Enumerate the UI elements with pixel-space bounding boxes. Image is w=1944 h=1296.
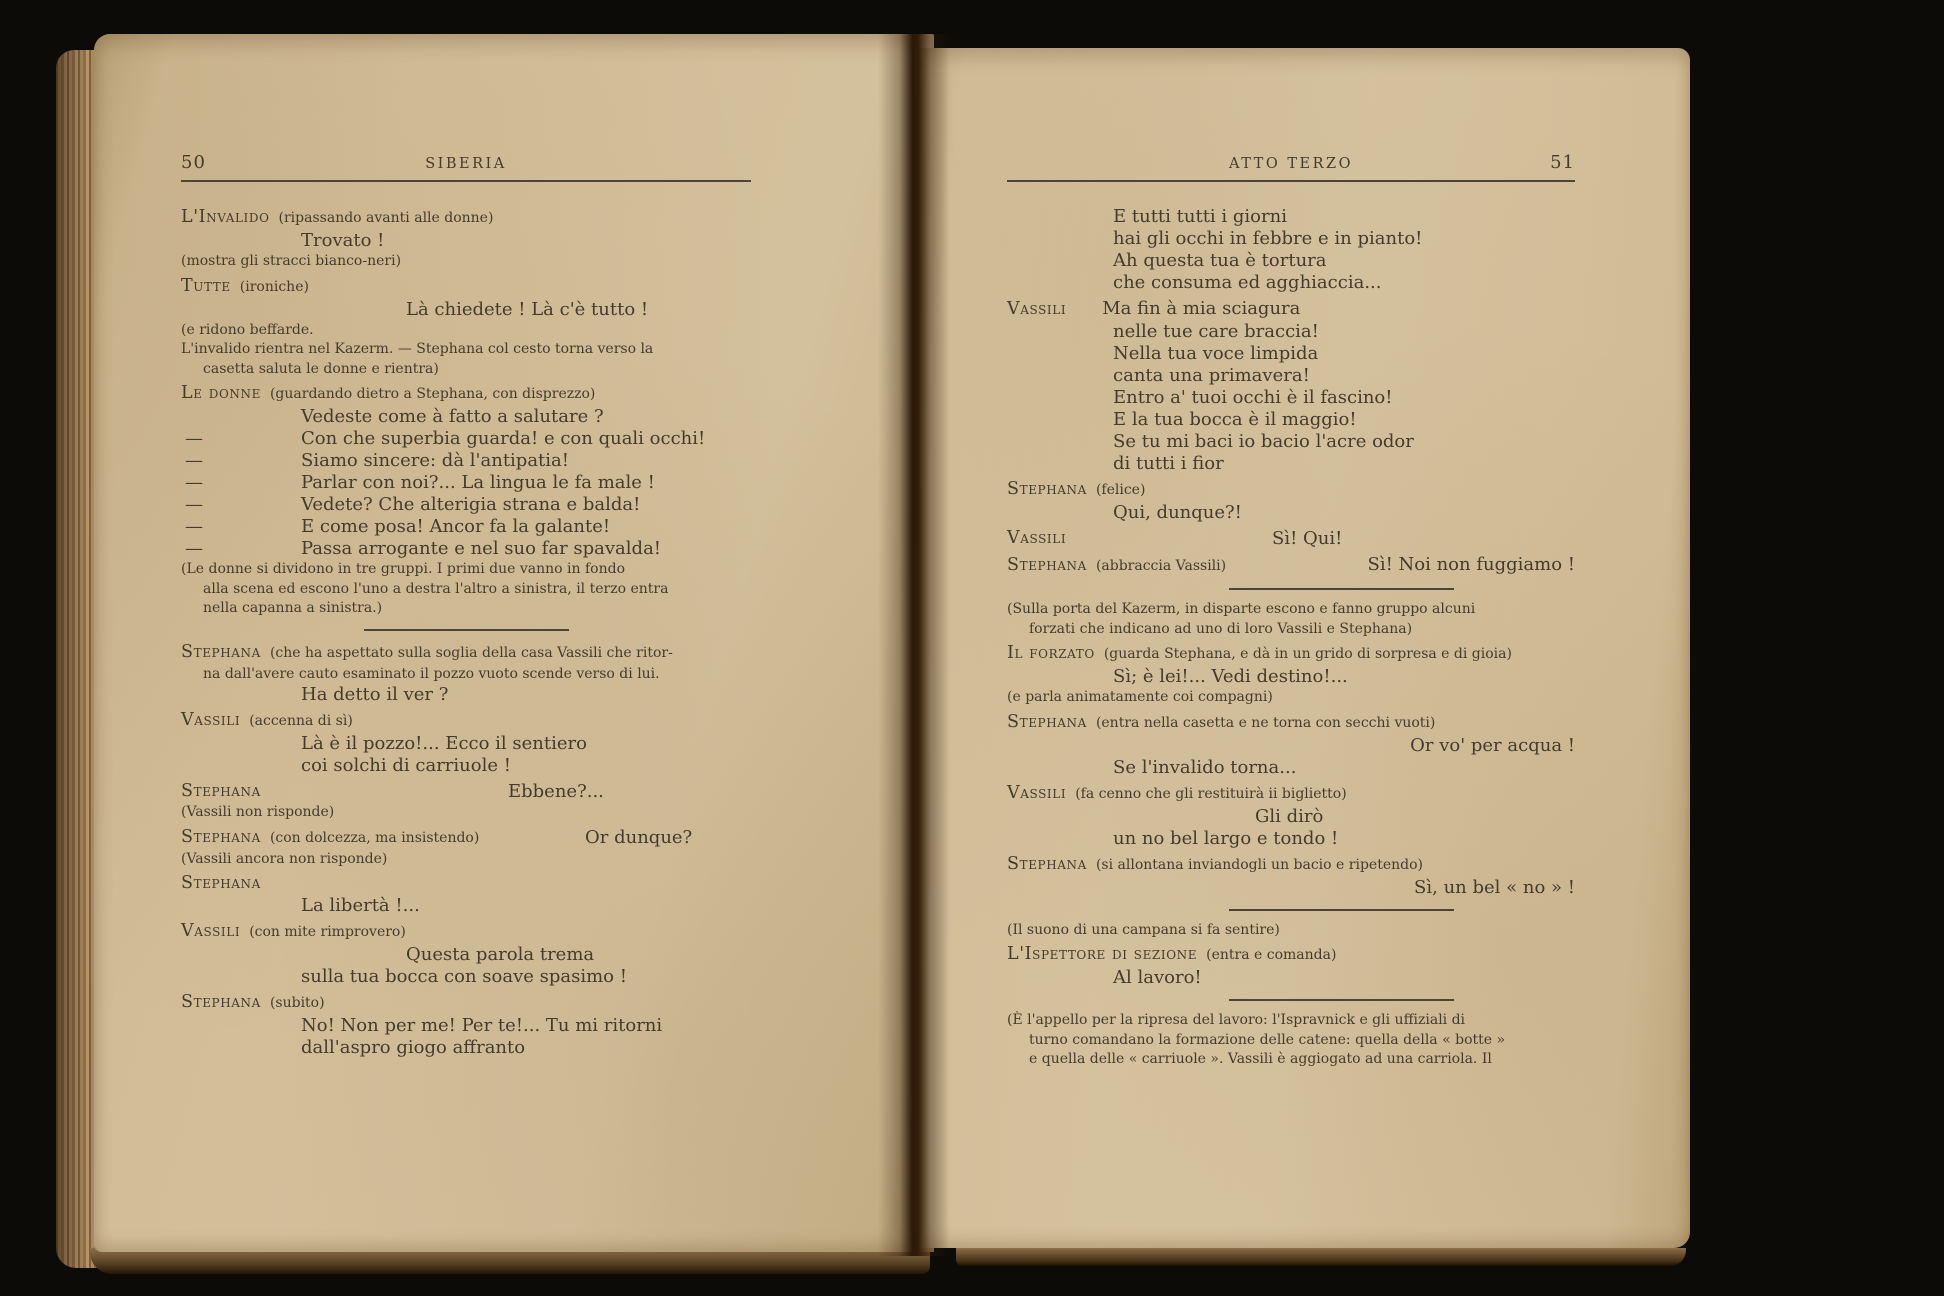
script-line <box>181 991 751 1015</box>
verse-text: Se l'invalido torna... <box>1113 756 1297 778</box>
script-line <box>181 382 751 406</box>
script-line <box>181 872 751 895</box>
script-line <box>1007 967 1575 989</box>
script-line <box>1007 735 1575 757</box>
script-line <box>1007 343 1575 365</box>
speaker-name: Vassili <box>1007 528 1067 548</box>
stage-direction-inline: (che ha aspettato sulla soglia della casa Vassili che ritor- <box>269 644 673 661</box>
speaker-name: L'Invalido <box>181 207 270 227</box>
verse-text: sulla tua bocca con soave spasimo ! <box>301 966 627 987</box>
verse-text: di tutti i fior <box>1113 453 1224 474</box>
speaker-name: Stephana <box>181 781 261 801</box>
speaker-name: Stephana <box>1007 853 1087 874</box>
speaker-name: Stephana <box>1007 711 1087 732</box>
stage-direction: L'invalido rientra nel Kazerm. — Stephana col cesto torna verso la <box>181 341 654 357</box>
script-line <box>1007 453 1575 475</box>
left-page-header <box>181 152 751 182</box>
stage-direction: (e parla animatamente coi compagni) <box>1007 689 1273 705</box>
verse-text: Or vo' per acqua ! <box>1410 734 1575 756</box>
script-line <box>1007 478 1575 502</box>
script-line <box>181 1037 751 1059</box>
stage-direction: nella capanna a sinistra.) <box>203 600 383 616</box>
script-line <box>1007 620 1575 640</box>
script-line <box>1007 828 1575 850</box>
verse-text: Vedeste come à fatto a salutare ? <box>301 406 604 427</box>
stage-direction: alla scena ed escono l'uno a destra l'altro a sinistra, il terzo entra <box>203 580 669 597</box>
section-divider-rule <box>364 629 569 631</box>
script-line <box>181 472 751 494</box>
script-line <box>1007 297 1575 321</box>
script-line <box>1007 757 1575 779</box>
verse-text: Gli dirò <box>1255 805 1324 827</box>
verse-text: Ma fin à mia sciagura <box>1102 298 1301 319</box>
script-line <box>181 580 751 600</box>
cue-text: Ebbene?... <box>508 781 604 802</box>
verse-text: E la tua bocca è il maggio! <box>1113 409 1357 430</box>
script-line <box>181 895 751 917</box>
stage-direction: (Vassili ancora non risponde) <box>181 850 388 867</box>
stage-direction: (e ridono beffarde. <box>181 321 314 338</box>
dash-mark: — <box>185 450 203 471</box>
stage-direction-inline: (guardando dietro a Stephana, con disprezzo) <box>269 386 596 402</box>
dash-mark: — <box>185 428 203 449</box>
verse-text: Qui, dunque?! <box>1113 502 1242 523</box>
running-title: ATTO TERZO <box>1229 156 1353 172</box>
script-line <box>181 826 751 850</box>
stage-direction: na dall'avere cauto esaminato il pozzo vuoto scende verso di lui. <box>203 665 660 682</box>
script-line <box>1007 711 1575 735</box>
script-line <box>181 560 751 580</box>
script-line <box>181 684 751 706</box>
script-line <box>1007 600 1575 620</box>
verse-text: Entro a' tuoi occhi è il fascino! <box>1113 387 1393 408</box>
cue-text: Sì! Qui! <box>1272 528 1343 549</box>
speaker-name: Stephana <box>181 826 261 847</box>
script-line <box>181 966 751 988</box>
speaker-name: Vassili <box>1007 782 1067 803</box>
script-line <box>1007 321 1575 343</box>
verse-text: Con che superbia guarda! e con quali occhi! <box>301 428 706 449</box>
script-line <box>1007 806 1575 828</box>
script-line <box>1007 272 1575 294</box>
verse-text: No! Non per me! Per te!... Tu mi ritorni <box>301 1015 663 1036</box>
script-line <box>181 321 751 341</box>
stage-direction: forzati che indicano ad uno di loro Vassili e Stephana) <box>1029 620 1413 637</box>
right-page-body <box>1007 206 1575 1070</box>
script-line <box>1007 1031 1575 1051</box>
script-line <box>181 252 751 272</box>
page-stack-edge-bottom-right <box>956 1248 1686 1266</box>
verse-text: Siamo sincere: dà l'antipatia! <box>301 450 570 471</box>
script-line <box>1007 943 1575 967</box>
stage-direction-inline: (fa cenno che gli restituirà ii biglietto) <box>1075 785 1347 802</box>
verse-text: Questa parola trema <box>406 944 595 965</box>
script-line <box>181 230 751 252</box>
script-line <box>1007 782 1575 806</box>
stage-direction: (È l'appello per la ripresa del lavoro: l'Ispravnick e gli uffiziali di <box>1007 1012 1466 1028</box>
speaker-name: Stephana <box>1007 479 1087 499</box>
speaker-name: Vassili <box>181 921 241 941</box>
stage-direction-inline: (abbraccia Vassili) <box>1095 558 1227 574</box>
stage-direction: (mostra gli stracci bianco-neri) <box>181 253 402 269</box>
verse-text: un no bel largo e tondo ! <box>1113 827 1339 849</box>
stage-direction-inline: (accenna di sì) <box>249 713 353 729</box>
speaker-name: Vassili <box>1007 299 1067 319</box>
verse-text: Sì, un bel « no » ! <box>1414 876 1575 898</box>
stage-direction: turno comandano la formazione delle catene: quella della « botte » <box>1029 1031 1506 1048</box>
stage-direction-inline: (con mite rimprovero) <box>249 924 406 940</box>
speaker-name: L'Ispettore di sezione <box>1007 944 1198 964</box>
script-line <box>181 641 751 665</box>
script-line <box>1007 666 1575 688</box>
speaker-name: Stephana <box>181 992 261 1012</box>
stage-direction: (Le donne si dividono in tre gruppi. I primi due vanno in fondo <box>181 561 626 577</box>
stage-direction-inline: (ironiche) <box>239 278 309 295</box>
script-line <box>181 780 751 803</box>
script-line <box>1007 228 1575 250</box>
script-line <box>181 428 751 450</box>
running-title: SIBERIA <box>425 156 507 172</box>
script-line <box>1007 877 1575 899</box>
cue-text: Sì! Noi non fuggiamo ! <box>1367 554 1575 575</box>
open-book <box>56 34 1692 1274</box>
script-line <box>1007 365 1575 387</box>
section-divider-rule <box>1229 999 1454 1001</box>
stage-direction-inline: (entra e comanda) <box>1206 947 1337 963</box>
verse-text: canta una primavera! <box>1113 365 1310 386</box>
script-line <box>181 450 751 472</box>
script-line <box>181 1015 751 1037</box>
verse-text: Trovato ! <box>301 230 385 251</box>
verse-text: Vedete? Che alterigia strana e balda! <box>301 494 641 515</box>
verse-text: Se tu mi baci io bacio l'acre odor <box>1113 431 1414 452</box>
section-divider-rule <box>1229 588 1454 590</box>
script-line <box>1007 431 1575 453</box>
script-line <box>181 538 751 560</box>
script-line <box>181 206 751 230</box>
verse-text: dall'aspro giogo affranto <box>301 1037 526 1058</box>
dash-mark: — <box>185 538 203 559</box>
dash-mark: — <box>185 516 203 537</box>
script-line <box>1007 553 1575 578</box>
left-page <box>94 34 934 1252</box>
script-line <box>181 920 751 944</box>
script-line <box>181 665 751 685</box>
script-line <box>181 850 751 870</box>
stage-direction-inline: (felice) <box>1095 482 1146 498</box>
cue-text: Or dunque? <box>585 826 693 848</box>
script-line <box>181 709 751 733</box>
verse-text: Ha detto il ver ? <box>301 684 449 705</box>
dash-mark: — <box>185 472 203 493</box>
stage-direction-inline: (ripassando avanti alle donne) <box>278 210 494 226</box>
script-line <box>1007 527 1575 550</box>
script-line <box>1007 688 1575 708</box>
script-line <box>181 599 751 619</box>
stage-direction: e quella delle « carriuole ». Vassili è aggiogato ad una carriola. Il <box>1029 1051 1492 1067</box>
verse-text: E come posa! Ancor fa la galante! <box>301 516 611 537</box>
page-number: 51 <box>1550 152 1575 173</box>
script-line <box>181 340 751 360</box>
script-line <box>181 803 751 823</box>
speaker-name: Vassili <box>181 710 241 730</box>
dash-mark: — <box>185 494 203 515</box>
speaker-name: Il forzato <box>1007 643 1095 663</box>
script-line <box>181 299 751 321</box>
verse-text: Al lavoro! <box>1113 967 1202 988</box>
script-line <box>1007 921 1575 941</box>
verse-text: coi solchi di carriuole ! <box>301 755 511 776</box>
script-line <box>1007 1011 1575 1031</box>
script-line <box>1007 502 1575 524</box>
speaker-name: Stephana <box>1007 555 1087 575</box>
verse-text: Sì; è lei!... Vedi destino!... <box>1113 666 1348 687</box>
script-line <box>1007 853 1575 877</box>
left-page-body <box>181 206 751 1059</box>
verse-text: che consuma ed agghiaccia... <box>1113 272 1382 293</box>
verse-text: Parlar con noi?... La lingua le fa male ! <box>301 472 655 493</box>
verse-text: La libertà !... <box>301 895 420 916</box>
section-divider-rule <box>1229 909 1454 911</box>
script-line <box>181 755 751 777</box>
stage-direction: (Vassili non risponde) <box>181 804 335 820</box>
verse-text: E tutti tutti i giorni <box>1113 206 1287 227</box>
script-line <box>181 944 751 966</box>
speaker-name: Le donne <box>181 383 261 403</box>
verse-text: nelle tue care braccia! <box>1113 321 1319 342</box>
script-line <box>181 494 751 516</box>
stage-direction-inline: (si allontana inviandogli un bacio e ripetendo) <box>1095 856 1423 873</box>
script-line <box>181 406 751 428</box>
script-line <box>181 275 751 299</box>
script-line <box>1007 387 1575 409</box>
stage-direction: (Il suono di una campana si fa sentire) <box>1007 921 1280 938</box>
script-line <box>181 360 751 380</box>
verse-text: Passa arrogante e nel suo far spavalda! <box>301 538 662 559</box>
verse-text: Nella tua voce limpida <box>1113 343 1319 364</box>
stage-direction-inline: (entra nella casetta e ne torna con secchi vuoti) <box>1095 714 1436 731</box>
script-line <box>181 516 751 538</box>
verse-text: Ah questa tua è tortura <box>1113 250 1327 271</box>
script-line <box>1007 642 1575 666</box>
verse-text: hai gli occhi in febbre e in pianto! <box>1113 228 1423 249</box>
right-page-header <box>1007 152 1575 182</box>
speaker-name: Stephana <box>181 873 261 893</box>
stage-direction-inline: (subito) <box>269 995 325 1011</box>
right-page <box>912 48 1690 1248</box>
stage-direction-inline: (guarda Stephana, e dà in un grido di sorpresa e di gioia) <box>1103 646 1512 662</box>
script-line <box>181 733 751 755</box>
stage-direction: casetta saluta le donne e rientra) <box>203 360 439 377</box>
script-line <box>1007 409 1575 431</box>
script-line <box>1007 206 1575 228</box>
speaker-name: Stephana <box>181 641 261 662</box>
verse-text: Là chiedete ! Là c'è tutto ! <box>406 298 649 320</box>
script-line <box>1007 1050 1575 1070</box>
stage-direction: (Sulla porta del Kazerm, in disparte escono e fanno gruppo alcuni <box>1007 601 1476 617</box>
speaker-name: Tutte <box>181 275 231 296</box>
script-line <box>1007 250 1575 272</box>
page-number: 50 <box>181 152 206 173</box>
verse-text: Là è il pozzo!... Ecco il sentiero <box>301 733 587 754</box>
stage-direction-inline: (con dolcezza, ma insistendo) <box>269 829 480 846</box>
book-gutter-shadow <box>878 34 950 1256</box>
